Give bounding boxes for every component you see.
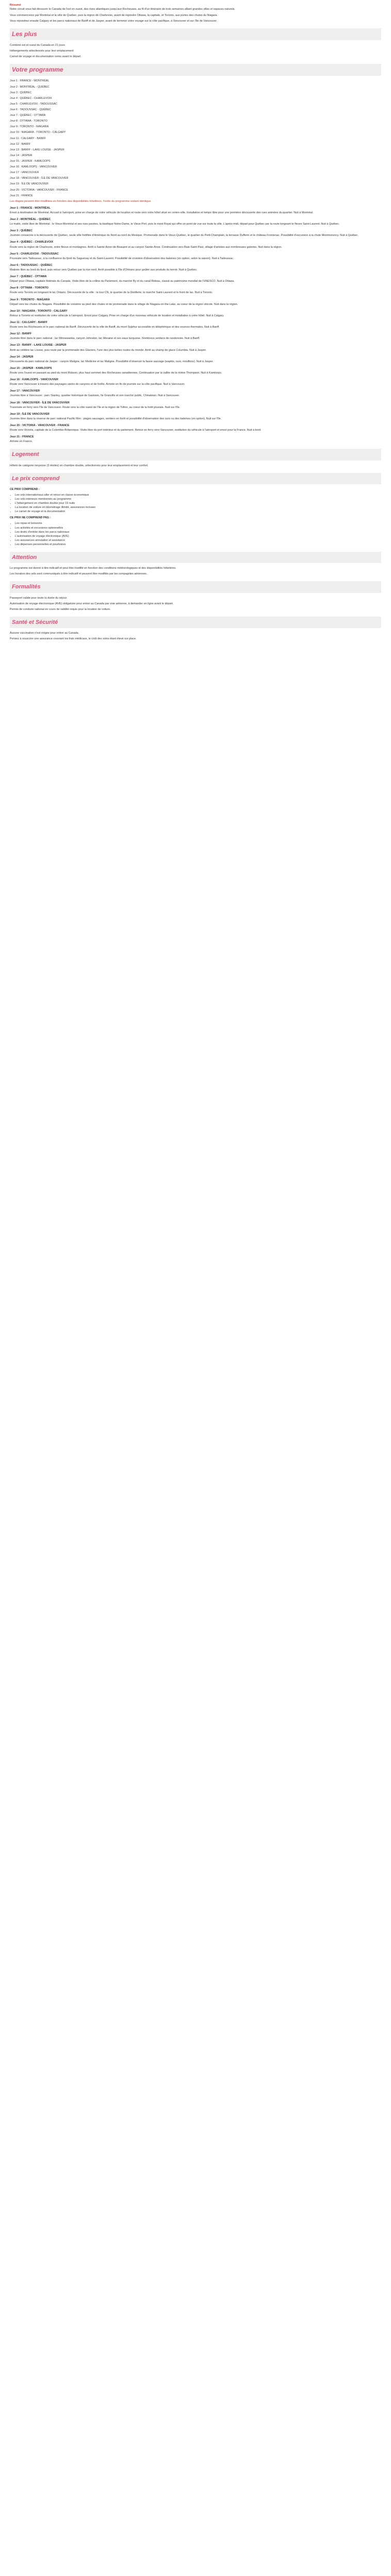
formalites-paragraph: Permis de conduire national en cours de validité requis pour la location de voiture. bbox=[10, 607, 111, 611]
day-text: Le matin, visite libre de Montréal : le Vieux-Montréal et ses rues pavées, la basilique Notre-Dame, le Vieux-Port, puis le mont Royal qui offre un point de vue sur toute la ville. L'après-midi, départ pour Québec par la route longeant le fleuve Saint-Laurent. Nuit à Québec. bbox=[10, 223, 340, 226]
footer-spacer bbox=[10, 642, 381, 647]
day-text: Envol à destination de Montréal. Accueil à l'aéroport, prise en charge de votre véhicule de location et route vers votre hôtel situé en centre-ville. Installation et temps libre pour une première découverte des rues animées du quartier. Nuit à Montréal. bbox=[10, 211, 314, 214]
day-text: Traversée en ferry vers l'île de Vancouver. Route vers la côte ouest de l'île et la région de Tofino, au coeur de la forêt pluviale. Nuit sur l'île. bbox=[10, 405, 181, 409]
day-title: Jour 7 : QUÉBEC - OTTAWA bbox=[10, 275, 47, 279]
day-text: Poursuite vers Tadoussac, à la confluence du fjord du Saguenay et du Saint-Laurent. Possibilité de croisière d'observation des baleines (en option, selon la saison). Nuit à Tadoussac. bbox=[10, 257, 234, 260]
sante-section bbox=[10, 617, 381, 641]
overview-line: Jour 16 : KAMLOOPS - VANCOUVER bbox=[10, 165, 57, 169]
day-text: Route vers Vancouver à travers des paysages variés de canyons et de forêts. Arrivée en fin de journée sur la côte pacifique. Nuit à Vancouver. bbox=[10, 383, 185, 386]
overview-line: Jour 10 : NIAGARA - TORONTO - CALGARY bbox=[10, 131, 66, 134]
day-title: Jour 2 : MONTRÉAL - QUÉBEC bbox=[10, 218, 51, 222]
programme-overview bbox=[10, 79, 381, 197]
attention-paragraph: Le programme est donné à titre indicatif et peut être modifié en fonction des conditions météorologiques et des disponibilités hôtelières. bbox=[10, 567, 176, 570]
day-title: Jour 21 : FRANCE bbox=[10, 435, 34, 439]
plan-item: Hébergements sélectionnés pour leur emplacement bbox=[10, 49, 74, 53]
overview-line: Jour 3 : QUÉBEC bbox=[10, 91, 32, 94]
day-title: Jour 19 : ÎLE DE VANCOUVER bbox=[10, 412, 50, 416]
day-text: Route vers les Rocheuses et le parc national de Banff. Découverte de la ville de Banff, du mont Sulphur accessible en téléphérique et des sources thermales. Nuit à Banff. bbox=[10, 326, 220, 329]
sante-heading: Santé et Sécurité bbox=[10, 617, 381, 628]
day-text: Journée libre dans la réserve de parc national Pacific Rim : plages sauvages, sentiers en forêt et possibilité d'observation des ours ou des baleines (en option). Nuit sur l'île. bbox=[10, 417, 222, 420]
overview-line: Jour 21 : FRANCE bbox=[10, 194, 33, 197]
day-text: Départ vers les chutes du Niagara. Possibilité de croisière au pied des chutes et de promenade dans le village de Niagara-on-the-Lake, au coeur de la région viticole. Nuit dans la région. bbox=[10, 302, 238, 306]
day-text: Journée libre dans le parc national : lac Minnewanka, canyon Johnston, lac Moraine et ses eaux turquoise. Nombreux sentiers de randonnée. Nuit à Banff. bbox=[10, 337, 200, 341]
plan-items bbox=[10, 43, 381, 59]
sante-paragraph: Aucune vaccination n'est exigée pour entrer au Canada. bbox=[10, 631, 79, 635]
day-text: Route vers Toronto en longeant le lac Ontario. Découverte de la ville : la tour CN, le quartier de la Distillerie, le marché Saint-Laurent et le front de lac. Nuit à Toronto. bbox=[10, 291, 213, 295]
day-title: Jour 17 : VANCOUVER bbox=[10, 389, 40, 393]
excluded-heading: CE PRIX NE COMPREND PAS : bbox=[10, 516, 51, 520]
overview-line: Jour 1 : FRANCE - MONTRÉAL bbox=[10, 79, 50, 83]
overview-line: Jour 20 : VICTORIA - VANCOUVER - FRANCE bbox=[10, 188, 69, 192]
overview-line: Jour 7 : QUÉBEC - OTTAWA bbox=[10, 114, 46, 117]
day-title: Jour 8 : OTTAWA - TORONTO bbox=[10, 286, 48, 290]
attention-paragraphs bbox=[10, 566, 381, 576]
plan-heading: Les plus bbox=[10, 28, 381, 40]
plan-item: Combiné est et ouest du Canada en 21 jours bbox=[10, 43, 65, 47]
included-heading: CE PRIX COMPREND : bbox=[10, 487, 40, 491]
day-title: Jour 14 : JASPER bbox=[10, 355, 34, 359]
formalites-paragraph: Passeport valide pour toute la durée du séjour. bbox=[10, 596, 68, 600]
overview-line: Jour 12 : BANFF bbox=[10, 142, 31, 146]
tarifs-heading: Le prix comprend bbox=[10, 473, 381, 484]
excluded-item: • Les assurances annulation et assistance bbox=[15, 538, 381, 543]
sante-paragraphs bbox=[10, 631, 381, 641]
overview-line: Jour 6 : TADOUSSAC - QUÉBEC bbox=[10, 108, 52, 111]
included-item: • L'hébergement en chambre double pour 19 nuits bbox=[15, 501, 381, 505]
day-title: Jour 3 : QUÉBEC bbox=[10, 229, 33, 233]
intro-paragraph: Vous rejoindrez ensuite Calgary et les parcs nationaux de Banff et de Jasper, avant de terminer votre voyage sur la côte pacifique, à Vancouver et sur l'île de Vancouver. bbox=[10, 19, 217, 23]
day-text: Arrêt au célèbre lac Louise, puis route par la promenade des Glaciers, l'une des plus belles routes du monde. Arrêt au champ de glace Columbia. Nuit à Jasper. bbox=[10, 348, 206, 352]
day-title: Jour 9 : TORONTO - NIAGARA bbox=[10, 298, 50, 301]
logement-section bbox=[10, 449, 381, 467]
included-list bbox=[10, 493, 381, 514]
overview-line: Jour 19 : ÎLE DE VANCOUVER bbox=[10, 182, 48, 186]
day-text: Matinée libre au bord du fjord, puis retour vers Québec par la rive nord. Arrêt possible à l'île d'Orléans pour goûter aux produits du terroir. Nuit à Québec. bbox=[10, 268, 198, 272]
trip-page bbox=[10, 0, 381, 656]
excluded-item: • Les droits d'entrée dans les parcs nationaux bbox=[15, 530, 381, 534]
day-text: Retour à Toronto et restitution de votre véhicule à l'aéroport. Envol pour Calgary. Prise en charge d'un nouveau véhicule de location et installation à votre hôtel. Nuit à Calgary. bbox=[10, 314, 224, 317]
intro-paragraphs bbox=[10, 7, 381, 23]
excluded-list bbox=[10, 521, 381, 547]
day-title: Jour 11 : CALGARY - BANFF bbox=[10, 321, 48, 325]
day-title: Jour 1 : FRANCE - MONTRÉAL bbox=[10, 206, 51, 210]
day-text: Route vers Victoria, capitale de la Colombie-Britannique. Visite libre du port intérieur et du parlement. Retour en ferry vers Vancouver, restitution du véhicule à l'aéroport et envol pour la France. Nuit à bord. bbox=[10, 429, 262, 432]
sante-paragraph: Pensez à souscrire une assurance couvrant les frais médicaux, le coût des soins étant élevé sur place. bbox=[10, 637, 137, 641]
day-text: Route vers la région de Charlevoix, entre fleuve et montagnes. Arrêt à Sainte-Anne-de-Beaupré et au canyon Sainte-Anne. Continuation vers Baie-Saint-Paul, village d'artistes aux nombreuses galeries. Nuit dans la région. bbox=[10, 245, 282, 249]
overview-line: Jour 11 : CALGARY - BANFF bbox=[10, 137, 46, 140]
day-text: Journée consacrée à la découverte de Québec, seule ville fortifiée d'Amérique du Nord au nord du Mexique. Promenade dans le Vieux-Québec, le quartier du Petit-Champlain, la terrasse Dufferin et le château Frontenac. Possibilité d'excursion à la chute Montmorency. Nuit à Québec. bbox=[10, 234, 359, 238]
included-item: • Le carnet de voyage et la documentation bbox=[15, 510, 381, 514]
day-text: Découverte du parc national de Jasper : canyon Maligne, lac Medicine et lac Maligne. Possibilité d'observer la faune sauvage (wapitis, ours, mouflons). Nuit à Jasper. bbox=[10, 360, 214, 363]
programme-days bbox=[10, 206, 381, 444]
intro-section bbox=[10, 3, 381, 23]
programme-heading: Votre programme bbox=[10, 64, 381, 76]
day-text: Départ pour Ottawa, capitale fédérale du Canada. Visite libre de la colline du Parlement, du marché By et du canal Rideau, classé au patrimoine mondial de l'UNESCO. Nuit à Ottawa. bbox=[10, 280, 235, 283]
overview-line: Jour 8 : OTTAWA - TORONTO bbox=[10, 120, 47, 123]
day-text: Journée libre à Vancouver : parc Stanley, quartier historique de Gastown, île Granville et son marché public, Chinatown. Nuit à Vancouver. bbox=[10, 394, 180, 398]
day-title: Jour 16 : KAMLOOPS - VANCOUVER bbox=[10, 378, 58, 382]
day-title: Jour 15 : JASPER - KAMLOOPS bbox=[10, 366, 52, 370]
formalites-heading: Formalités bbox=[10, 581, 381, 592]
day-text: Arrivée en France. bbox=[10, 440, 33, 444]
day-title: Jour 6 : TADOUSSAC - QUÉBEC bbox=[10, 263, 53, 267]
day-title: Jour 5 : CHARLEVOIX - TADOUSSAC bbox=[10, 252, 59, 256]
formalites-section bbox=[10, 581, 381, 611]
attention-heading: Attention bbox=[10, 552, 381, 563]
logement-text: Hôtels de catégorie moyenne (3 étoiles) en chambre double, sélectionnés pour leur emplacement et leur confort. bbox=[10, 464, 149, 467]
intro-paragraph: Vous commencerez par Montréal et la ville de Québec, puis la région de Charlevoix, avant de rejoindre Ottawa, la capitale, et Toronto, aux portes des chutes du Niagara. bbox=[10, 13, 218, 17]
day-title: Jour 12 : BANFF bbox=[10, 332, 32, 336]
attention-section bbox=[10, 552, 381, 576]
overview-line: Jour 5 : CHARLEVOIX - TADOUSSAC bbox=[10, 102, 58, 106]
intro-title: Résumé bbox=[10, 4, 21, 7]
overview-line: Jour 14 : JASPER bbox=[10, 154, 32, 157]
plan-section bbox=[10, 28, 381, 59]
overview-line: Jour 13 : BANFF - LAKE LOUISE - JASPER bbox=[10, 148, 64, 151]
intro-paragraph: Notre circuit vous fait découvrir le Canada de l'est en ouest, des rives atlantiques jusqu'aux Rocheuses, au fil d'un itinéraire de trois semaines alliant grandes villes et espaces naturels. bbox=[10, 8, 235, 11]
overview-line: Jour 9 : TORONTO - NIAGARA bbox=[10, 125, 49, 129]
overview-line: Jour 18 : VANCOUVER - ÎLE DE VANCOUVER bbox=[10, 177, 69, 180]
formalites-paragraphs bbox=[10, 596, 381, 612]
overview-line: Jour 2 : MONTRÉAL - QUÉBEC bbox=[10, 85, 50, 89]
excluded-item: • Les activités et excursions optionnelles bbox=[15, 526, 381, 530]
excluded-item: • Les repas et boissons bbox=[15, 521, 381, 526]
attention-paragraph: Les horaires des vols sont communiqués à titre indicatif et peuvent être modifiés par les compagnies aériennes. bbox=[10, 572, 148, 576]
included-item: • La location de voiture en kilométrage illimité, assurances incluses bbox=[15, 505, 381, 510]
included-item: • Les vols intérieurs mentionnés au programme bbox=[15, 497, 381, 501]
formalites-paragraph: Autorisation de voyage électronique (AVE) obligatoire pour entrer au Canada par voie aérienne, à demander en ligne avant le départ. bbox=[10, 602, 174, 605]
plan-item: Carnet de voyage et documentation remis avant le départ bbox=[10, 55, 81, 59]
day-title: Jour 13 : BANFF - LAKE LOUISE - JASPER bbox=[10, 344, 67, 347]
day-title: Jour 4 : QUÉBEC - CHARLEVOIX bbox=[10, 241, 54, 244]
day-title: Jour 18 : VANCOUVER - ÎLE DE VANCOUVER bbox=[10, 401, 70, 404]
programme-section bbox=[10, 64, 381, 444]
included-item: • Les vols internationaux aller et retour en classe économique bbox=[15, 493, 381, 497]
day-text: Route vers l'ouest en passant au pied du mont Robson, plus haut sommet des Rocheuses canadiennes. Continuation par la vallée de la rivière Thompson. Nuit à Kamloops. bbox=[10, 371, 222, 375]
overview-line: Jour 17 : VANCOUVER bbox=[10, 171, 39, 175]
overview-line: Jour 4 : QUÉBEC - CHARLEVOIX bbox=[10, 96, 52, 100]
overview-line: Jour 15 : JASPER - KAMLOOPS bbox=[10, 159, 51, 163]
programme-note: Les étapes peuvent être modifiées en fonction des disponibilités hôtelières, l'ordre du programme restant identique. bbox=[10, 199, 152, 203]
day-title: Jour 10 : NIAGARA - TORONTO - CALGARY bbox=[10, 309, 68, 313]
excluded-item: • Les dépenses personnelles et pourboires bbox=[15, 543, 381, 547]
logement-heading: Logement bbox=[10, 449, 381, 460]
tarifs-section bbox=[10, 473, 381, 547]
day-title: Jour 20 : VICTORIA - VANCOUVER - FRANCE bbox=[10, 423, 70, 427]
excluded-item: • L'autorisation de voyage électronique (AVE) bbox=[15, 534, 381, 538]
